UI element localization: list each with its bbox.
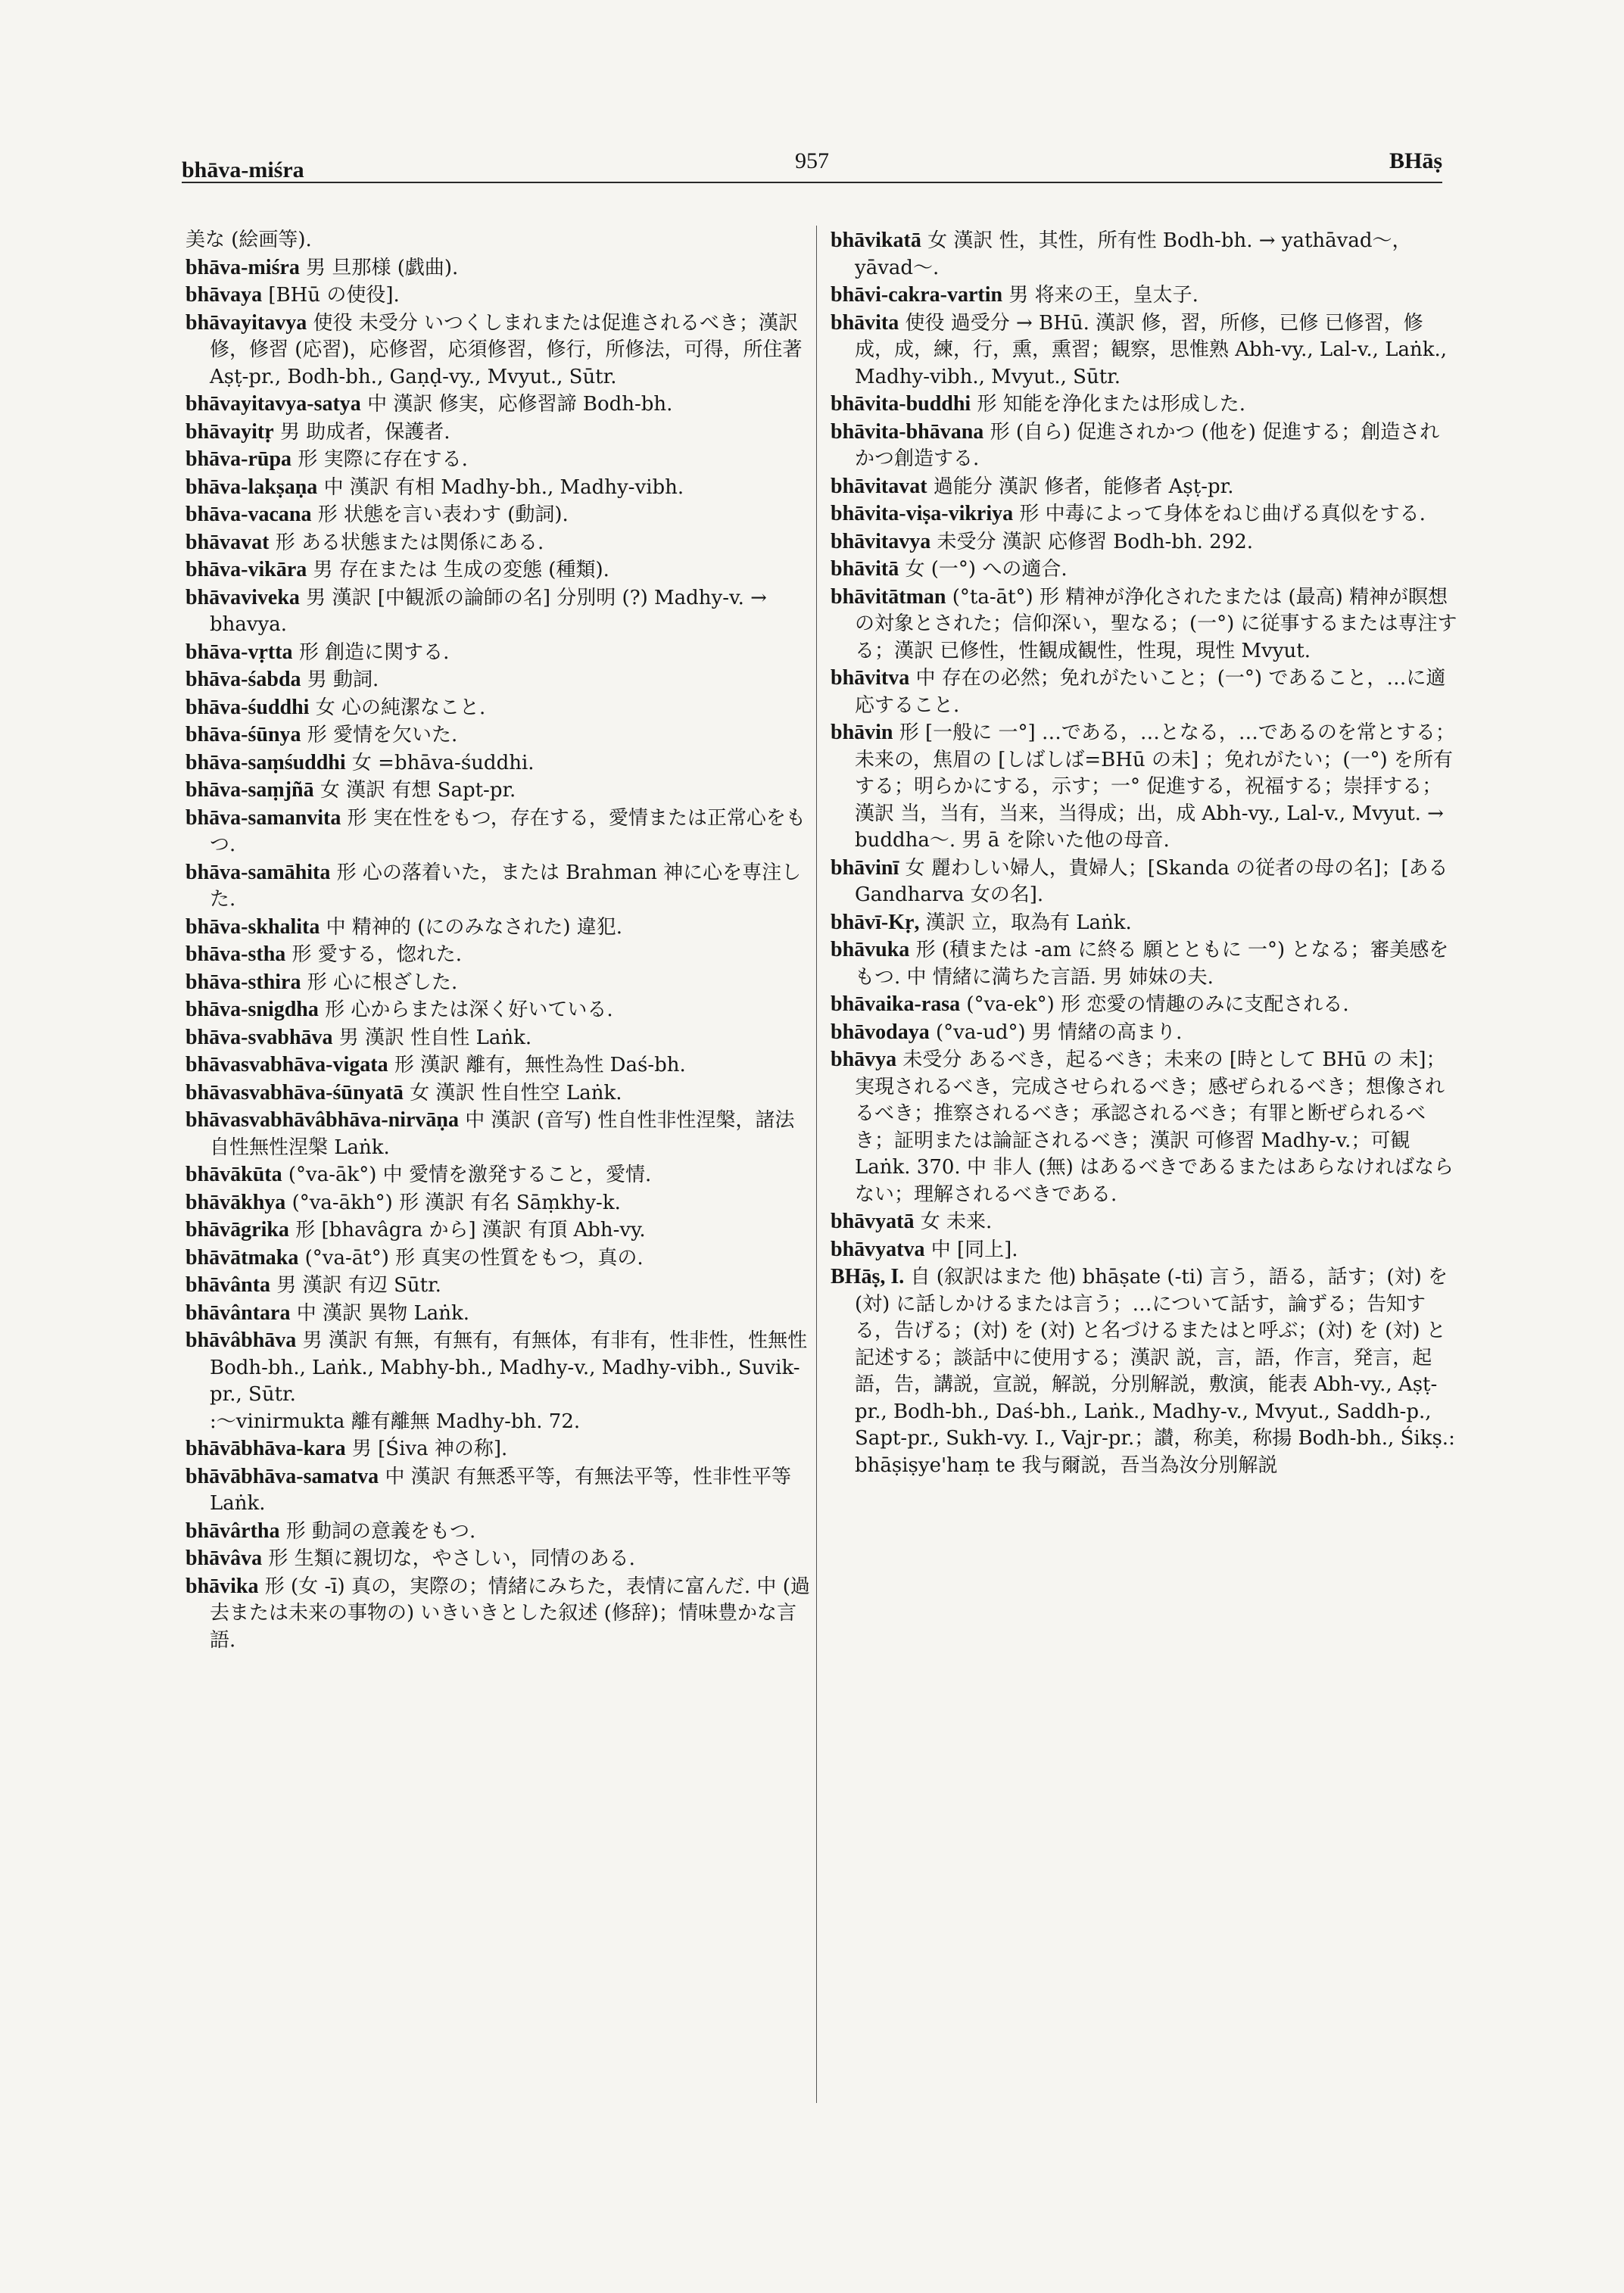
entry-headword: bhāva-rūpa — [185, 447, 292, 471]
entry-definition: 形 心の落着いた，または Brahman 神に心を専注した. — [210, 861, 802, 911]
header-left-guideword: bhāva-miśra — [182, 157, 304, 182]
entry-headword: bhāvī-Kṛ, — [831, 910, 920, 934]
dictionary-entry — [185, 694, 814, 722]
entry-definition: 男 存在または 生成の変態 (種類). — [313, 559, 609, 581]
header-right-guideword: BHāṣ — [1389, 148, 1442, 173]
entry-headword: bhāvasvabhāvâbhāva-nirvāṇa — [185, 1108, 460, 1132]
dictionary-entry — [185, 227, 814, 254]
dictionary-entry — [185, 501, 814, 529]
entry-headword: bhāvâbhāva — [185, 1329, 297, 1352]
entry-headword: bhāvitva — [831, 666, 910, 690]
entry-headword: bhāvābhāva-kara — [185, 1437, 346, 1460]
dictionary-entry — [185, 941, 814, 969]
entry-definition: 男 漢訳 有無，有無有，有無体，有非有，性非性，性無性 Bodh-bh., Laṅk., Mabhy-bh., Madhy-v., Madhy-vibh., Suvik-pr., Sūtr. — [210, 1329, 808, 1406]
entry-definition: :～vinirmukta 離有離無 Madhy-bh. 72. — [210, 1410, 581, 1433]
running-head — [182, 148, 1442, 185]
entry-definition: 男 漢訳 [中観派の論師の名] 分別明 (?) Madhy-v. → bhavya. — [210, 586, 767, 636]
entry-headword: bhāva-lakṣaṇa — [185, 475, 318, 499]
dictionary-entry — [185, 666, 814, 694]
entry-headword: bhāva-śūnya — [185, 723, 301, 746]
entry-definition: 形 ある状態または関係にある. — [275, 531, 544, 554]
dictionary-entry — [185, 282, 814, 310]
entry-definition: 未受分 あるべき，起るべき；未来の [時として BHū の 未]；実現されるべき，完成させられるべき；感ぜられるべき；想像されるべき；推察されるべき；承認されるべき；有罪と断ぜられるべき；証明または論証されるべき；漢訳 可修習 Madhy-v.；可観 Laṅk. 370. 中 非人 (無) はあるべきであるまたはあらなければならない；理解されるべきである. — [855, 1048, 1454, 1206]
dictionary-entry — [831, 855, 1459, 909]
entry-headword: bhāvi-cakra-vartin — [831, 283, 1003, 307]
entry-headword: bhāvârtha — [185, 1519, 280, 1543]
dictionary-entry — [831, 936, 1459, 991]
entry-headword: bhāvātmaka — [185, 1245, 299, 1270]
entry-definition: 過能分 漢訳 修者，能修者 Aṣṭ-pr. — [933, 475, 1234, 498]
entry-headword: bhāvitavya — [831, 529, 931, 553]
dictionary-entry — [185, 584, 814, 639]
entry-headword: bhāva-sthira — [185, 970, 301, 994]
entry-definition: 女 (一°) への適合. — [905, 558, 1068, 581]
entry-definition: 形 [一般に 一°] …である，…となる，…であるのを常とする；未来の，焦眉の [しばしば=BHū の未] ；免れがたい；(一°) を所有する；明らかにする，示す；一° 促進する，祝福する；崇拝する；漢訳 当，当有，当来，当得成；出，成 Abh-vy., Lal-v., Mvyut. → buddha～. 男 ā を除いた他の母音. — [855, 721, 1455, 852]
entry-definition: 男 助成者，保護者. — [279, 420, 450, 444]
entry-headword: bhāvuka — [831, 938, 910, 961]
entry-headword: bhāvita-viṣa-vikriya — [831, 502, 1014, 525]
dictionary-entry — [831, 528, 1459, 556]
entry-headword: bhāvitavat — [831, 474, 927, 498]
entry-headword: bhāva-stha — [185, 942, 286, 966]
dictionary-entry — [185, 996, 814, 1024]
entry-headword: bhāvayitṛ — [185, 419, 274, 444]
entry-definition: (°va-āt°) 形 真実の性質をもつ，真の. — [304, 1246, 644, 1270]
entry-headword: bhāva-saṃjñā — [185, 778, 314, 802]
dictionary-entry — [831, 473, 1459, 501]
entry-headword: bhāva-saṃśuddhi — [185, 750, 346, 774]
dictionary-entry — [185, 777, 814, 805]
dictionary-entry — [185, 1272, 814, 1300]
entry-definition: 女 未来. — [920, 1210, 993, 1233]
dictionary-entry — [831, 419, 1459, 473]
entry-headword: bhāvāgrika — [185, 1218, 289, 1242]
dictionary-entry — [185, 721, 814, 749]
dictionary-entry — [185, 391, 814, 419]
dictionary-entry — [185, 446, 814, 474]
entry-definition: 美な (絵画等). — [185, 229, 312, 251]
entry-definition: 中 漢訳 異物 Laṅk. — [296, 1301, 470, 1325]
dictionary-entry — [185, 419, 814, 447]
dictionary-entry — [185, 1080, 814, 1108]
entry-definition: 自 (叙訳はまた 他) bhāṣate (-ti) 言う，語る，話す；(対) を (対) に話しかけるまたは言う；…について話す，論ずる；告知する，告げる；(対) を (対) と名づけるまたはと呼ぶ；(対) を (対) と記述する；談話中に使用する；漢訳 説，言，語，作言，発言，起語，告，講説，宣説，解説，分別解説，敷演，能表 Abh-vy., Aṣṭ-pr., Bodh-bh., Daś-bh., Laṅk., Madhy-v., Mvyut., Saddh-p., Sapt-pr., Sukh-vy. I., Vajr-pr.；讃，称美，称揚 Bodh-bh., Śikṣ.: bhāṣiṣye'haṃ te 我与爾説，吾当為汝分別解説 — [855, 1266, 1455, 1477]
entry-headword: bhāvitātman — [831, 584, 946, 609]
entry-headword: bhāvodaya — [831, 1020, 930, 1044]
entry-headword: bhāvika — [185, 1574, 259, 1598]
dictionary-entry — [831, 909, 1459, 937]
entry-definition: 形 生類に親切な，やさしい，同情のある. — [268, 1547, 635, 1570]
entry-definition: 中 漢訳 有相 Madhy-bh., Madhy-vibh. — [323, 475, 684, 499]
entry-definition: 形 漢訳 離有，無性為性 Daś-bh. — [394, 1054, 686, 1076]
dictionary-entry — [185, 1245, 814, 1273]
entry-headword: bhāvâva — [185, 1547, 263, 1570]
dictionary-entry — [831, 227, 1459, 282]
entry-definition: 中 漢訳 (音写) 性自性非性涅槃，諸法自性無性涅槃 Laṅk. — [210, 1109, 795, 1159]
entry-definition: 中 精神的 (にのみなされた) 違犯. — [326, 915, 623, 939]
entry-definition: 中 漢訳 有無悉平等，有無法平等，性非性平等 Laṅk. — [210, 1465, 791, 1515]
dictionary-entry — [831, 500, 1459, 528]
dictionary-entry — [831, 310, 1459, 391]
entry-definition: 男 [Śiva 神の称]. — [351, 1438, 508, 1460]
entry-headword: bhāvinī — [831, 855, 899, 880]
dictionary-entry — [185, 1107, 814, 1161]
entry-definition: 形 愛する，惚れた. — [291, 943, 463, 966]
entry-definition: 形 (積または -am に終る 願とともに 一°) となる；審美感をもつ. 中 情緒に満ちた言語. 男 姉妹の夫. — [855, 939, 1449, 989]
entry-definition: 女 麗わしい婦人，貴婦人；[Skanda の従者の母の名]；[ある Gandharva 女の名]. — [855, 856, 1448, 906]
entry-definition: 形 状態を言い表わす (動詞). — [317, 503, 569, 526]
entry-definition: 女 心の純潔なこと. — [315, 696, 486, 719]
dictionary-entry — [185, 529, 814, 557]
entry-definition: 形 実在性をもつ，存在する，愛情または正常心をもつ. — [210, 806, 806, 856]
entry-definition: (°ta-āt°) 形 精神が浄化されたまたは (最高) 精神が瞑想の対象とされた；信仰深い，聖なる；(一°) に従事するまたは専注する；漢訳 已修性，性観成観性，性現，現性 Mvyut. — [855, 585, 1457, 662]
dictionary-entry — [831, 991, 1459, 1019]
entry-headword: bhāva-snigdha — [185, 998, 319, 1021]
entry-definition: 中 漢訳 修実，応修習諦 Bodh-bh. — [367, 393, 673, 416]
entry-definition: 中 存在の必然；免れがたいこと；(一°) であること，…に適応すること. — [855, 667, 1446, 717]
entry-definition: 中 [同上]. — [930, 1238, 1018, 1261]
entry-headword: bhāvayitavya-satya — [185, 392, 361, 416]
dictionary-entry — [185, 749, 814, 777]
entry-headword: bhāvita — [831, 310, 899, 335]
header-rule — [182, 182, 1442, 183]
dictionary-entry — [831, 1046, 1459, 1208]
entry-definition: 形 知能を浄化または形成した. — [977, 393, 1246, 416]
dictionary-entry — [831, 1208, 1459, 1236]
dictionary-entry — [831, 719, 1459, 855]
dictionary-entry — [185, 1463, 814, 1518]
entry-definition: 形 愛情を欠いた. — [307, 724, 458, 746]
dictionary-entry — [831, 556, 1459, 584]
entry-definition: 漢訳 立，取為有 Laṅk. — [925, 911, 1132, 934]
entry-definition: 形 動詞の意義をもつ. — [285, 1519, 476, 1543]
column-divider — [816, 226, 817, 2103]
entry-definition: 形 心に根ざした. — [307, 970, 458, 994]
entry-definition: 男 将来の王，皇太子. — [1008, 284, 1199, 307]
entry-headword: bhāvasvabhāva-vigata — [185, 1053, 388, 1076]
entry-definition: 形 (女 -ī) 真の，実際の；情緒にみちた，表情に富んだ. 中 (過去または未来の事物の) いきいきとした叙述 (修辞)；情味豊かな言語. — [210, 1575, 810, 1652]
entry-definition: 男 動詞. — [307, 668, 379, 691]
entry-definition: (°va-ek°) 形 恋愛の情趣のみに支配される. — [966, 993, 1349, 1016]
entry-headword: bhāva-vṛtta — [185, 640, 293, 664]
entry-definition: 形 中毒によって身体をねじ曲げる真似をする. — [1019, 503, 1426, 525]
entry-headword: bhāvikatā — [831, 229, 921, 252]
entry-headword: bhāvyatva — [831, 1237, 925, 1261]
dictionary-entry — [185, 310, 814, 391]
dictionary-entry — [185, 1327, 814, 1409]
entry-definition: 女 漢訳 性自性空 Laṅk. — [410, 1081, 622, 1104]
entry-headword: bhāva-śabda — [185, 668, 301, 691]
entry-headword: bhāvyatā — [831, 1210, 915, 1233]
dictionary-entry — [185, 1409, 814, 1436]
entry-definition: 形 [bhavâgra から] 漢訳 有頂 Abh-vy. — [295, 1219, 646, 1242]
dictionary-entry — [185, 639, 814, 667]
entry-headword: bhāvasvabhāva-śūnyatā — [185, 1080, 404, 1104]
dictionary-entry — [831, 282, 1459, 310]
dictionary-entry — [831, 1019, 1459, 1047]
entry-definition: 形 実際に存在する. — [298, 448, 468, 471]
entry-headword: bhāva-skhalita — [185, 914, 320, 939]
dictionary-entry — [831, 391, 1459, 419]
entry-headword: bhāvayitavya — [185, 310, 307, 335]
entry-headword: bhāva-vikāra — [185, 558, 307, 581]
dictionary-entry — [185, 1435, 814, 1463]
entry-definition: (°va-ud°) 男 情緒の高まり. — [935, 1020, 1183, 1044]
entry-headword: bhāvaviveka — [185, 585, 300, 609]
entry-definition: 男 旦那様 (戯曲). — [306, 256, 459, 279]
entry-headword: bhāvita-bhāvana — [831, 419, 984, 444]
entry-headword: bhāvābhāva-samatva — [185, 1464, 379, 1488]
entry-headword: bhāva-svabhāva — [185, 1025, 333, 1049]
entry-definition: 男 漢訳 有辺 Sūtr. — [276, 1274, 441, 1297]
entry-headword: bhāvânta — [185, 1273, 271, 1297]
dictionary-entry — [185, 1024, 814, 1052]
dictionary-entry — [185, 859, 814, 914]
entry-definition: 女 漢訳 性，其性，所有性 Bodh-bh. → yathāvad～，yāvad～. — [855, 229, 1412, 279]
dictionary-entry — [185, 1189, 814, 1217]
entry-definition: [BHū の使役]. — [268, 284, 400, 307]
dictionary-entry — [831, 584, 1459, 665]
entry-headword: bhāvitā — [831, 557, 899, 581]
dictionary-entry — [185, 1051, 814, 1080]
entry-definition: 形 (自ら) 促進されかつ (他を) 促進する；創造されかつ創造する. — [855, 420, 1440, 470]
entry-headword: bhāvita-buddhi — [831, 392, 971, 416]
entry-headword: BHāṣ, I. — [831, 1265, 905, 1288]
dictionary-entry — [831, 1236, 1459, 1264]
dictionary-entry — [185, 1300, 814, 1328]
entry-definition: 形 創造に関する. — [298, 640, 450, 664]
dictionary-entry — [185, 1573, 814, 1655]
dictionary-entry — [185, 1518, 814, 1546]
entry-definition: 形 心からまたは深く好いている. — [325, 999, 613, 1021]
left-column — [185, 227, 814, 1654]
entry-definition: 女 =bhāva-śuddhi. — [351, 751, 535, 774]
dictionary-entry — [185, 969, 814, 997]
entry-definition: 女 漢訳 有想 Sapt-pr. — [320, 779, 516, 802]
entry-definition: 使役 未受分 いつくしまれまたは促進されるべき；漢訳 修，修習 (応習)，応修習，応須修習，修行，所修法，可得，所住著 Aṣṭ-pr., Bodh-bh., Gaṇḍ-vy., Mvyut., Sūtr. — [210, 311, 803, 388]
entry-definition: 未受分 漢訳 応修習 Bodh-bh. 292. — [937, 530, 1254, 553]
entry-definition: 男 漢訳 性自性 Laṅk. — [338, 1026, 532, 1049]
entry-headword: bhāvin — [831, 721, 893, 744]
page-number: 957 — [795, 148, 829, 173]
entry-headword: bhāva-samāhita — [185, 860, 331, 884]
dictionary-entry — [831, 1263, 1459, 1479]
dictionary-entry — [185, 914, 814, 942]
entry-headword: bhāvākhya — [185, 1190, 286, 1214]
dictionary-entry — [185, 1217, 814, 1245]
dictionary-entry — [185, 805, 814, 859]
entry-headword: bhāvaya — [185, 283, 263, 307]
entry-definition: 使役 過受分 → BHū. 漢訳 修，習，所修，已修 已修習，修成，成，練，行，熏，熏習；観察，思惟熟 Abh-vy., Lal-v., Laṅk., Madhy-vibh., Mvyut., Sūtr. — [855, 311, 1447, 388]
right-column — [831, 227, 1459, 1479]
dictionary-entry — [185, 1545, 814, 1573]
entry-headword: bhāva-vacana — [185, 503, 312, 526]
entry-headword: bhāva-samanvita — [185, 805, 341, 830]
entry-headword: bhāvântara — [185, 1301, 291, 1325]
entry-headword: bhāva-miśra — [185, 255, 300, 279]
entry-headword: bhāvavat — [185, 530, 270, 554]
entry-definition: (°va-āk°) 中 愛情を激発すること，愛情. — [288, 1164, 652, 1186]
entry-headword: bhāvaika-rasa — [831, 992, 961, 1016]
entry-headword: bhāvākūta — [185, 1163, 282, 1186]
dictionary-entry — [185, 474, 814, 502]
dictionary-entry — [185, 254, 814, 282]
dictionary-entry — [185, 1161, 814, 1189]
dictionary-entry — [831, 665, 1459, 719]
entry-headword: bhāvya — [831, 1048, 897, 1071]
entry-headword: bhāva-śuddhi — [185, 695, 310, 719]
entry-definition: (°va-ākh°) 形 漢訳 有名 Sāṃkhy-k. — [291, 1191, 621, 1214]
dictionary-entry — [185, 556, 814, 584]
